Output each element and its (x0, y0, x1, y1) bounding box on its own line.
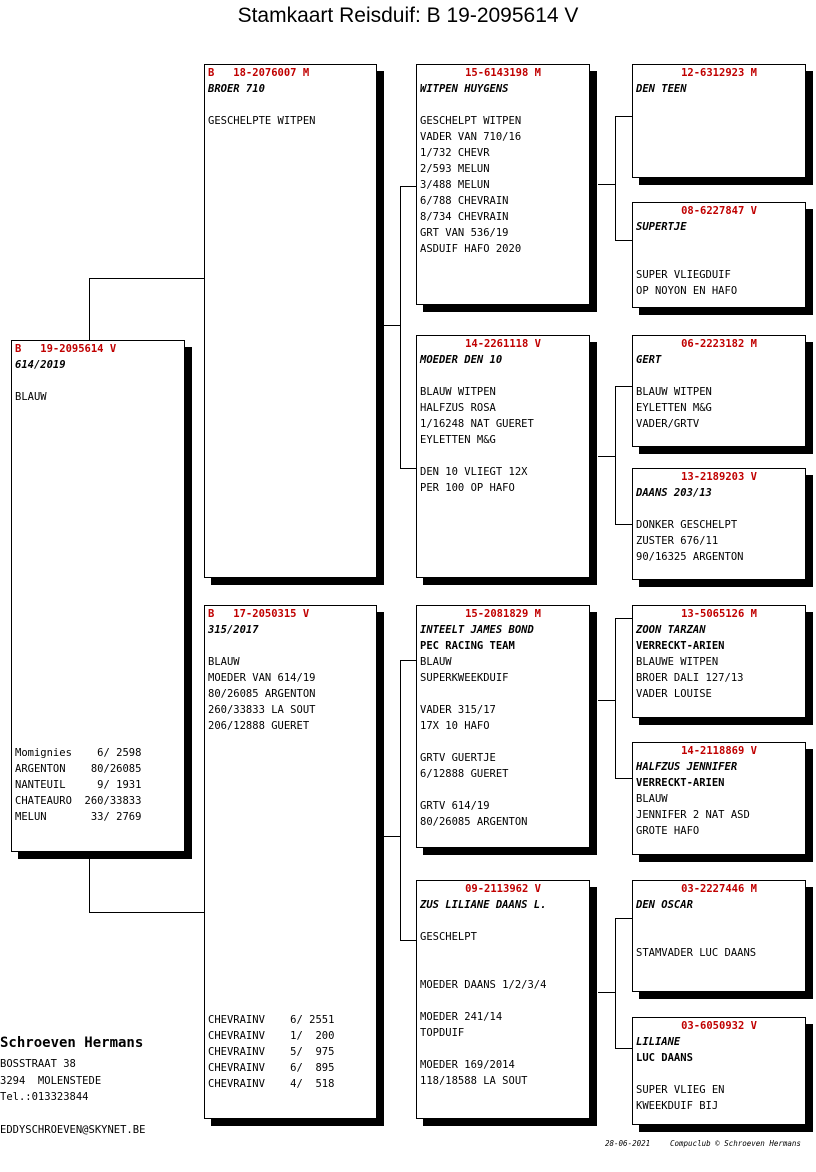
pigeon-name: DEN TEEN (636, 83, 687, 95)
ring-number: 08-6227847 V (681, 205, 757, 217)
info-line: BLAUWE WITPEN (636, 656, 719, 668)
print-date: 28-06-2021 (605, 1139, 651, 1148)
result-line: NANTEUIL 9/ 1931 (15, 779, 142, 791)
connector-line (400, 660, 417, 661)
ring-number: B 17-2050315 V (208, 608, 310, 620)
ring-number: B 18-2076007 M (208, 67, 310, 79)
info-line: OP NOYON EN HAFO (636, 285, 738, 297)
ring-number: 06-2223182 M (681, 338, 757, 350)
info-line: 80/26085 ARGENTON (208, 688, 316, 700)
info-line (636, 235, 802, 251)
info-line: GRTV 614/19 (420, 800, 490, 812)
info-line: SUPERKWEEKDUIF (420, 672, 509, 684)
connector-line (89, 912, 204, 913)
connector-line (615, 386, 633, 387)
info-line: MOEDER 241/14 (420, 1011, 503, 1023)
info-line: 260/33833 LA SOUT (208, 704, 316, 716)
info-line (636, 501, 802, 517)
info-line: ZUSTER 676/11 (636, 535, 719, 547)
info-line: TOPDUIF (420, 1027, 465, 1039)
info-line: BLAUW WITPEN (420, 386, 496, 398)
info-line: 206/12888 GUERET (208, 720, 310, 732)
pigeon-name: SUPERTJE (636, 221, 687, 233)
pigeon-name: ZUS LILIANE DAANS L. (420, 899, 547, 911)
info-line: MOEDER DAANS 1/2/3/4 (420, 979, 547, 991)
pigeon-name: GERT (636, 354, 662, 366)
results-list (208, 1012, 334, 1092)
ring-number: 15-6143198 M (465, 67, 541, 79)
grandfather-paternal-card (416, 64, 590, 305)
result-line: CHATEAURO 260/33833 (15, 795, 142, 807)
great-grandparent-card (632, 64, 806, 178)
info-line: 2/593 MELUN (420, 163, 490, 175)
info-line: BLAUW (15, 391, 47, 403)
connector-line (598, 184, 615, 185)
owner-email: EDDYSCHROEVEN@SKYNET.BE (0, 1124, 146, 1136)
info-line (636, 1066, 802, 1082)
info-line (636, 368, 802, 384)
info-line: 17X 10 HAFO (420, 720, 490, 732)
info-line (420, 686, 586, 702)
info-line: MOEDER VAN 614/19 (208, 672, 316, 684)
info-line: PEC RACING TEAM (420, 640, 515, 652)
connector-line (598, 456, 615, 457)
info-line (420, 734, 586, 750)
info-line: MOEDER 169/2014 (420, 1059, 515, 1071)
connector-line (615, 918, 633, 919)
info-line: VERRECKT-ARIEN (636, 777, 725, 789)
info-line (420, 368, 586, 384)
info-line: DONKER GESCHELPT (636, 519, 738, 531)
connector-line (400, 660, 401, 940)
info-line: 8/734 CHEVRAIN (420, 211, 509, 223)
connector-line (615, 778, 633, 779)
great-grandparent-card (632, 1017, 806, 1125)
info-line: DEN 10 VLIEGT 12X (420, 466, 528, 478)
owner-name: Schroeven Hermans (0, 1035, 144, 1051)
great-grandparent-card (632, 335, 806, 447)
ring-number: 12-6312923 M (681, 67, 757, 79)
info-line (420, 448, 586, 464)
page-title: Stamkaart Reisduif: B 19-2095614 V (237, 4, 579, 27)
mother-card (204, 605, 377, 1119)
info-line (636, 913, 802, 929)
connector-line (89, 278, 90, 340)
pigeon-name: MOEDER DEN 10 (420, 354, 503, 366)
owner-street: BOSSTRAAT 38 (0, 1058, 76, 1070)
connector-line (384, 325, 400, 326)
info-line: VADER 315/17 (420, 704, 496, 716)
info-line: BLAUW (636, 793, 668, 805)
result-line: CHEVRAINV 1/ 200 (208, 1030, 335, 1042)
result-line: MELUN 33/ 2769 (15, 811, 142, 823)
pigeon-name: INTEELT JAMES BOND (420, 624, 534, 636)
pigeon-name: HALFZUS JENNIFER (636, 761, 738, 773)
ring-number: 15-2081829 M (465, 608, 541, 620)
info-line: VADER LOUISE (636, 688, 712, 700)
info-line: GRT VAN 536/19 (420, 227, 509, 239)
connector-line (89, 852, 90, 912)
info-line (420, 97, 586, 113)
pigeon-name: DAANS 203/13 (636, 487, 712, 499)
info-line (420, 993, 586, 1009)
father-card (204, 64, 377, 578)
grandmother-paternal-card (416, 335, 590, 578)
connector-line (615, 386, 616, 524)
great-grandparent-card (632, 202, 806, 308)
connector-line (615, 618, 616, 778)
footer-credit: Compuclub © Schroeven Hermans (670, 1139, 801, 1148)
info-line: EYLETTEN M&G (420, 434, 496, 446)
result-line: CHEVRAINV 5/ 975 (208, 1046, 335, 1058)
pigeon-name: 315/2017 (208, 624, 259, 636)
info-line: JENNIFER 2 NAT ASD (636, 809, 750, 821)
pigeon-name: ZOON TARZAN (636, 624, 706, 636)
connector-line (615, 1048, 633, 1049)
result-line: ARGENTON 80/26085 (15, 763, 142, 775)
info-line: 118/18588 LA SOUT (420, 1075, 528, 1087)
info-line (420, 913, 586, 929)
connector-line (615, 240, 633, 241)
ring-number: 14-2118869 V (681, 745, 757, 757)
connector-line (615, 618, 633, 619)
ring-number: 09-2113962 V (465, 883, 541, 895)
info-line: BROER DALI 127/13 (636, 672, 744, 684)
info-line: BLAUW (420, 656, 452, 668)
info-line: EYLETTEN M&G (636, 402, 712, 414)
result-line: Momignies 6/ 2598 (15, 747, 142, 759)
great-grandparent-card (632, 605, 806, 718)
great-grandparent-card (632, 742, 806, 855)
info-line: VERRECKT-ARIEN (636, 640, 725, 652)
info-line: PER 100 OP HAFO (420, 482, 515, 494)
info-line: GESCHELPT WITPEN (420, 115, 522, 127)
ring-number: B 19-2095614 V (15, 343, 117, 355)
result-line: CHEVRAINV 6/ 2551 (208, 1014, 335, 1026)
info-line: BLAUW (208, 656, 240, 668)
info-line (420, 1041, 586, 1057)
connector-line (384, 836, 400, 837)
info-line (208, 638, 373, 654)
info-line: HALFZUS ROSA (420, 402, 496, 414)
info-line: SUPER VLIEGDUIF (636, 269, 731, 281)
connector-line (400, 186, 401, 468)
info-line: 3/488 MELUN (420, 179, 490, 191)
grandfather-maternal-card (416, 605, 590, 848)
info-line: LUC DAANS (636, 1052, 693, 1064)
info-line (420, 945, 586, 961)
info-line: GROTE HAFO (636, 825, 700, 837)
info-line: 1/732 CHEVR (420, 147, 490, 159)
connector-line (400, 186, 417, 187)
connector-line (615, 116, 633, 117)
info-line: 6/788 CHEVRAIN (420, 195, 509, 207)
info-line: SUPER VLIEG EN (636, 1084, 725, 1096)
results-list (15, 745, 141, 825)
ring-number: 03-2227446 M (681, 883, 757, 895)
pigeon-name: BROER 710 (208, 83, 265, 95)
great-grandparent-card (632, 880, 806, 992)
connector-line (615, 918, 616, 1048)
ring-number: 13-5065126 M (681, 608, 757, 620)
ring-number: 14-2261118 V (465, 338, 541, 350)
pigeon-name: LILIANE (636, 1036, 681, 1048)
grandmother-maternal-card (416, 880, 590, 1119)
owner-phone: Tel.:013323844 (0, 1091, 89, 1103)
pigeon-name: DEN OSCAR (636, 899, 693, 911)
subject-card (11, 340, 185, 852)
result-line: CHEVRAINV 4/ 518 (208, 1078, 335, 1090)
info-line (15, 373, 181, 389)
info-line: 80/26085 ARGENTON (420, 816, 528, 828)
info-line: BLAUW WITPEN (636, 386, 712, 398)
pigeon-name: 614/2019 (15, 359, 66, 371)
connector-line (615, 116, 616, 240)
connector-line (598, 992, 615, 993)
ring-number: 03-6050932 V (681, 1020, 757, 1032)
info-line (636, 251, 802, 267)
info-line: 1/16248 NAT GUERET (420, 418, 534, 430)
info-line (420, 961, 586, 977)
info-line: STAMVADER LUC DAANS (636, 947, 757, 959)
info-line: VADER VAN 710/16 (420, 131, 522, 143)
connector-line (400, 940, 417, 941)
info-line: 6/12888 GUERET (420, 768, 509, 780)
info-line: 90/16325 ARGENTON (636, 551, 744, 563)
info-line: VADER/GRTV (636, 418, 700, 430)
pigeon-name: WITPEN HUYGENS (420, 83, 509, 95)
result-line: CHEVRAINV 6/ 895 (208, 1062, 335, 1074)
connector-line (400, 468, 417, 469)
info-line (208, 97, 373, 113)
info-line: GRTV GUERTJE (420, 752, 496, 764)
info-line (636, 929, 802, 945)
great-grandparent-card (632, 468, 806, 580)
connector-line (598, 700, 615, 701)
info-line (420, 782, 586, 798)
ring-number: 13-2189203 V (681, 471, 757, 483)
info-line: KWEEKDUIF BIJ (636, 1100, 719, 1112)
info-line: GESCHELPTE WITPEN (208, 115, 316, 127)
info-line: GESCHELPT (420, 931, 477, 943)
connector-line (615, 524, 633, 525)
connector-line (89, 278, 204, 279)
info-line: ASDUIF HAFO 2020 (420, 243, 522, 255)
owner-city: 3294 MOLENSTEDE (0, 1075, 102, 1087)
